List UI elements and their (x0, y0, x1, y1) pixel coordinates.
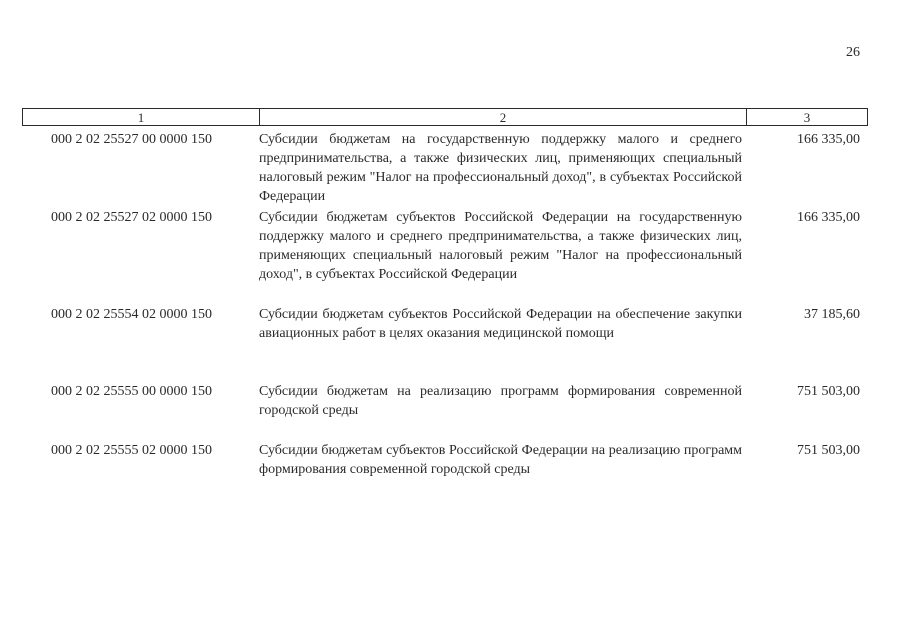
row-amount: 751 503,00 (797, 384, 860, 399)
header-col-1: 1 (23, 109, 260, 125)
row-code: 000 2 02 25554 02 0000 150 (51, 307, 212, 322)
table-header (22, 108, 868, 126)
row-description: Субсидии бюджетам субъектов Российской Федерации на государственную поддержку малого и среднего предпринимательства, а также физических лиц, применяющих специальный налоговый режим "Налог на профессиональный доход", в субъектах Российской Федерации (259, 210, 742, 282)
row-description: Субсидии бюджетам субъектов Российской Федерации на реализацию программ формирования современной городской среды (259, 443, 742, 477)
header-col-2: 2 (260, 109, 747, 125)
row-description: Субсидии бюджетам на государственную поддержку малого и среднего предпринимательства, а также физических лиц, применяющих специальный налоговый режим "Налог на профессиональный доход", в субъектах Российской Федерации (259, 132, 742, 204)
row-amount: 166 335,00 (797, 132, 860, 147)
row-code: 000 2 02 25555 02 0000 150 (51, 443, 212, 458)
row-amount: 166 335,00 (797, 210, 860, 225)
row-code: 000 2 02 25555 00 0000 150 (51, 384, 212, 399)
header-col-3: 3 (803, 110, 811, 125)
row-amount: 37 185,60 (804, 307, 860, 322)
page-number: 26 (846, 45, 860, 60)
row-code: 000 2 02 25527 00 0000 150 (51, 132, 212, 147)
row-code: 000 2 02 25527 02 0000 150 (51, 210, 212, 225)
row-description: Субсидии бюджетам на реализацию программ формирования современной городской среды (259, 384, 742, 418)
row-description: Субсидии бюджетам субъектов Российской Федерации на обеспечение закупки авиационных работ в целях оказания медицинской помощи (259, 307, 742, 341)
row-amount: 751 503,00 (797, 443, 860, 458)
